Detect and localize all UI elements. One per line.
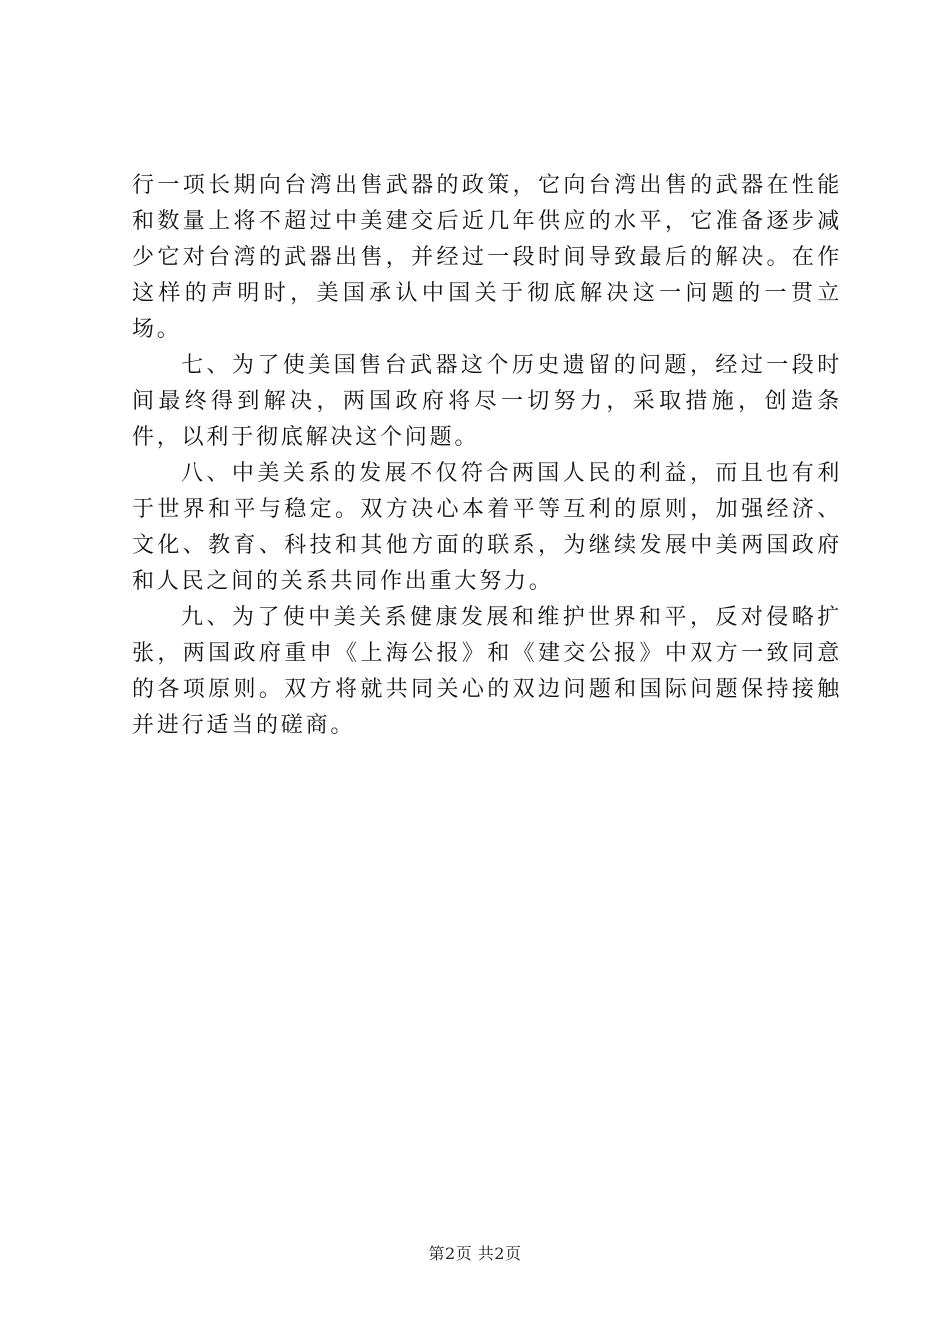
paragraph-continuation: 行一项长期向台湾出售武器的政策，它向台湾出售的武器在性能和数量上将不超过中美建交后近几年供应的水平，它准备逐步减少它对台湾的武器出售，并经过一段时间导致最后的解决。在作这样的声明时，美国承认中国关于彻底解决这一问题的一贯立场。 <box>132 173 842 342</box>
page-number-footer: 第2页 共2页 <box>428 1244 522 1263</box>
paragraph-article-7: 七、为了使美国售台武器这个历史遗留的问题，经过一段时间最终得到解决，两国政府将尽一切努力，采取措施，创造条件，以利于彻底解决这个问题。 <box>132 353 842 450</box>
paragraph-article-9: 九、为了使中美关系健康发展和维护世界和平，反对侵略扩张，两国政府重申《上海公报》和《建交公报》中双方一致同意的各项原则。双方将就共同关心的双边问题和国际问题保持接触并进行适当的磋商。 <box>132 605 842 738</box>
paragraph-article-8: 八、中美关系的发展不仅符合两国人民的利益，而且也有利于世界和平与稳定。双方决心本着平等互利的原则，加强经济、文化、教育、科技和其他方面的联系，为继续发展中美两国政府和人民之间的关系共同作出重大努力。 <box>132 461 842 594</box>
document-body <box>132 168 842 744</box>
